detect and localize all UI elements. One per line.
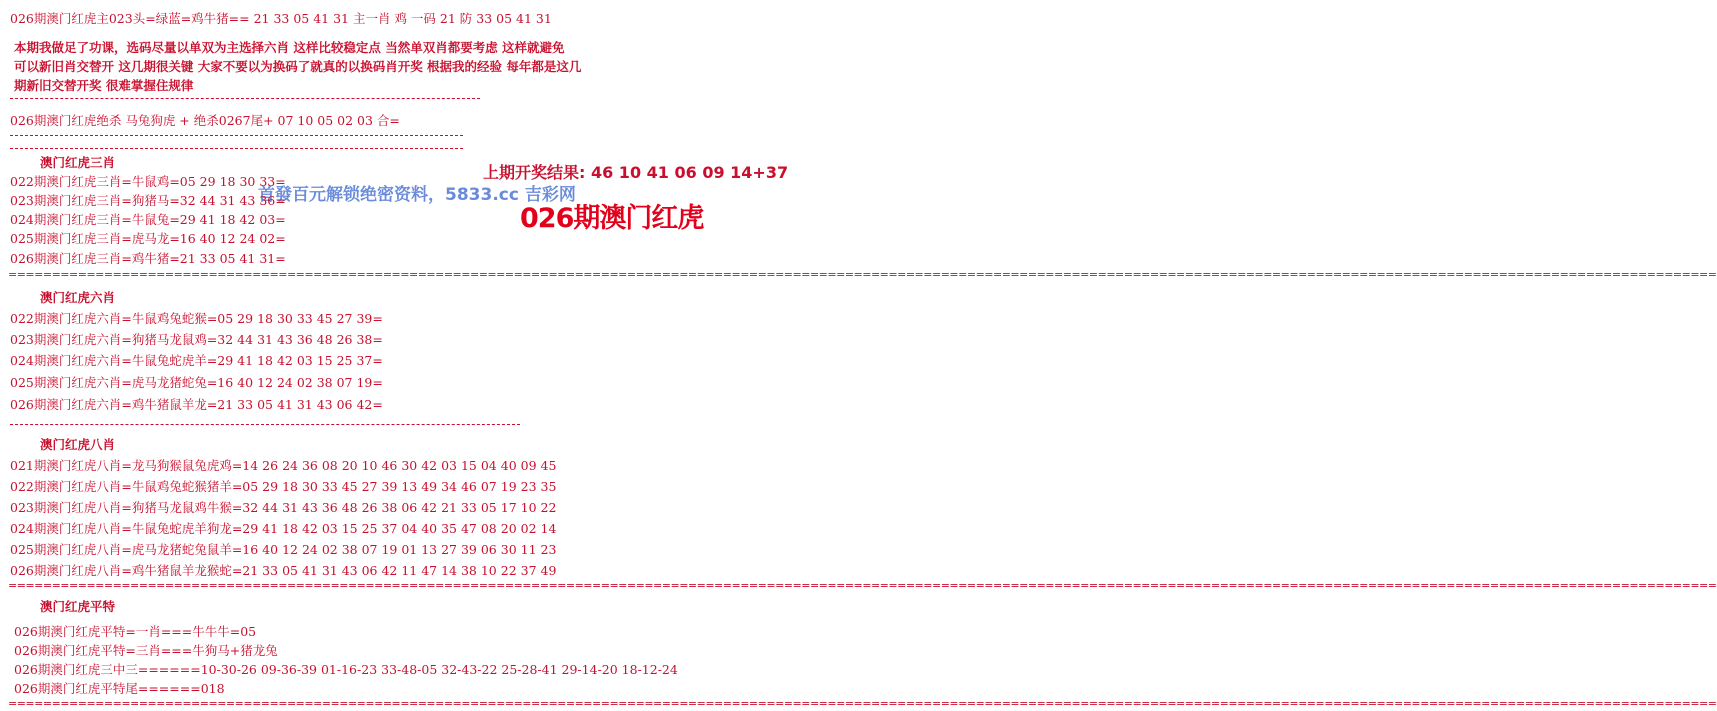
divider (10, 135, 463, 136)
six-row: 024期澳门红虎六肖=牛鼠兔蛇虎羊=29 41 18 42 03 15 25 37= (10, 353, 383, 368)
equals-divider: ==================================================================================================================================================================================================== (8, 579, 1717, 592)
eight-row: 024期澳门红虎八肖=牛鼠兔蛇虎羊狗龙=29 41 18 42 03 15 25 37 04 40 35 47 08 20 02 14 (10, 521, 557, 536)
three-row: 022期澳门红虎三肖=牛鼠鸡=05 29 18 30 33= (10, 174, 286, 189)
three-row: 025期澳门红虎三肖=虎马龙=16 40 12 24 02= (10, 231, 286, 246)
six-row: 026期澳门红虎六肖=鸡牛猪鼠羊龙=21 33 05 41 31 43 06 42= (10, 397, 383, 412)
equals-divider: ==================================================================================================================================================================================================== (8, 697, 1717, 710)
section-heading-special: 澳门红虎平特 (40, 599, 116, 614)
divider (10, 424, 520, 425)
section-heading-eight: 澳门红虎八肖 (40, 437, 116, 452)
six-row: 025期澳门红虎六肖=虎马龙猪蛇兔=16 40 12 24 02 38 07 19= (10, 375, 383, 390)
intro-line-2: 可以新旧肖交替开 这几期很关键 大家不要以为换码了就真的以换码肖开奖 根据我的经验 每年都是这几 (14, 59, 582, 74)
big-issue-title: 026期澳门红虎 (520, 203, 704, 234)
three-row: 024期澳门红虎三肖=牛鼠兔=29 41 18 42 03= (10, 212, 286, 227)
special-row: 026期澳门红虎三中三======10-30-26 09-36-39 01-16-23 33-48-05 32-43-22 25-28-41 29-14-20 18-12-24 (14, 662, 678, 677)
eight-row: 026期澳门红虎八肖=鸡牛猪鼠羊龙猴蛇=21 33 05 41 31 43 06 42 11 47 14 38 10 22 37 49 (10, 563, 557, 578)
intro-line-3: 期新旧交替开奖 很难掌握住规律 (14, 78, 194, 93)
special-row: 026期澳门红虎平特=一肖===牛牛牛=05 (14, 624, 257, 639)
kill-line: 026期澳门红虎绝杀 马兔狗虎 + 绝杀0267尾+ 07 10 05 02 03 合= (10, 113, 400, 128)
last-draw-result: 上期开奖结果: 46 10 41 06 09 14+37 (483, 163, 789, 182)
section-heading-six: 澳门红虎六肖 (40, 290, 116, 305)
divider (10, 98, 480, 99)
watermark-text: 首發百元解锁绝密资料，5833.cc 吉彩网 (258, 185, 576, 205)
section-heading-three: 澳门红虎三肖 (40, 155, 116, 170)
three-row: 023期澳门红虎三肖=狗猪马=32 44 31 43 36= (10, 193, 286, 208)
eight-row: 022期澳门红虎八肖=牛鼠鸡兔蛇猴猪羊=05 29 18 30 33 45 27 39 13 49 34 46 07 19 23 35 (10, 479, 557, 494)
three-row: 026期澳门红虎三肖=鸡牛猪=21 33 05 41 31= (10, 251, 286, 266)
six-row: 022期澳门红虎六肖=牛鼠鸡兔蛇猴=05 29 18 30 33 45 27 39= (10, 311, 383, 326)
six-row: 023期澳门红虎六肖=狗猪马龙鼠鸡=32 44 31 43 36 48 26 38= (10, 332, 383, 347)
equals-divider: ==================================================================================================================================================================================================== (8, 268, 1717, 281)
intro-line-1: 本期我做足了功课，选码尽量以单双为主选择六肖 这样比较稳定点 当然单双肖都要考虑 这样就避免 (14, 40, 565, 55)
eight-row: 021期澳门红虎八肖=龙马狗猴鼠兔虎鸡=14 26 24 36 08 20 10 46 30 42 03 15 04 40 09 45 (10, 458, 557, 473)
special-row: 026期澳门红虎平特尾======018 (14, 681, 225, 696)
special-row: 026期澳门红虎平特=三肖===牛狗马+猪龙兔 (14, 643, 278, 658)
eight-row: 023期澳门红虎八肖=狗猪马龙鼠鸡牛猴=32 44 31 43 36 48 26 38 06 42 21 33 05 17 10 22 (10, 500, 557, 515)
divider (10, 148, 463, 149)
header-title-line: 026期澳门红虎主023头=绿蓝=鸡牛猪== 21 33 05 41 31 主一肖 鸡 一码 21 防 33 05 41 31 (10, 11, 552, 26)
eight-row: 025期澳门红虎八肖=虎马龙猪蛇兔鼠羊=16 40 12 24 02 38 07 19 01 13 27 39 06 30 11 23 (10, 542, 557, 557)
